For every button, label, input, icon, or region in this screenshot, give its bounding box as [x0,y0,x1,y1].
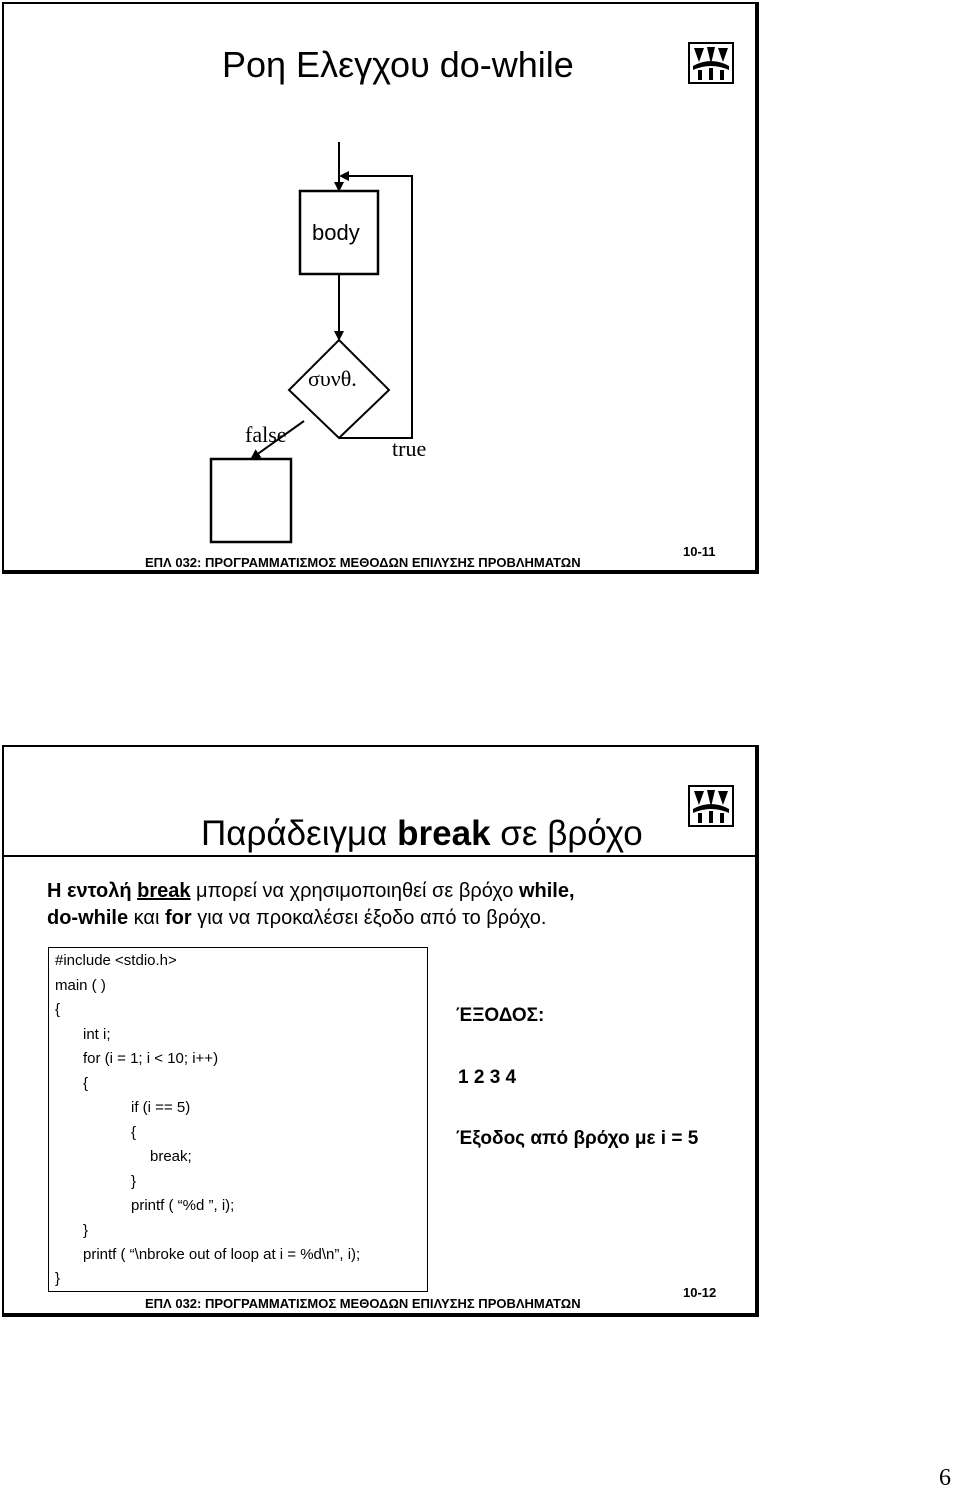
university-logo-icon [688,785,734,827]
title-bold: break [397,814,491,853]
code-line: } [83,1222,89,1239]
output-message: Έξοδος από βρόχο με i = 5 [456,1128,699,1149]
intro-text: Η εντολή [47,880,138,902]
intro-keyword-do-while: do-while [47,907,129,929]
exit-box [211,459,291,542]
intro-text: και [128,907,165,929]
slide-page-number: 10-12 [683,1285,717,1300]
intro-text: μπορεί να χρησιμοποιηθεί σε βρόχο [190,880,519,902]
true-label: true [392,436,427,461]
code-line: main ( ) [55,977,106,994]
intro-line-1 [47,878,575,905]
code-line: } [131,1173,137,1190]
sheet-page-number: 6 [939,1465,951,1491]
condition-label: συνθ. [308,366,357,391]
code-line: printf ( “\nbroke out of loop at i = %d\n”, i); [83,1246,361,1263]
code-line: if (i == 5) [131,1099,191,1116]
slide-footer: ΕΠΛ 032: ΠΡΟΓΡΑΜΜΑΤΙΣΜΟΣ ΜΕΘΟΔΩΝ ΕΠΙΛΥΣΗΣ ΠΡΟΒΛΗΜΑΤΩΝ [145,555,581,570]
intro-text: για να προκαλέσει έξοδο από το βρόχο. [191,907,547,929]
code-line: { [131,1124,137,1141]
slide-title [201,814,643,854]
title-post: σε βρόχο [490,814,643,853]
title-pre: Παράδειγμα [201,814,398,853]
slide-page-number: 10-11 [683,544,716,559]
intro-line-2 [47,905,546,932]
intro-keyword-for: for [164,907,192,929]
code-line: } [55,1270,61,1287]
slide-footer: ΕΠΛ 032: ΠΡΟΓΡΑΜΜΑΤΙΣΜΟΣ ΜΕΘΟΔΩΝ ΕΠΙΛΥΣΗΣ ΠΡΟΒΛΗΜΑΤΩΝ [145,1296,581,1311]
code-line: #include <stdio.h> [55,952,177,969]
false-label: false [245,422,287,447]
intro-keyword-while: while, [518,880,575,902]
slide-title: Ροη Ελεγχου do-while [222,44,574,85]
intro-keyword-break: break [137,880,191,902]
code-line: int i; [83,1026,111,1043]
body-label: body [312,220,360,245]
code-line: for (i = 1; i < 10; i++) [83,1050,219,1067]
code-line: printf ( “%d ”, i); [131,1197,235,1214]
output-values: 1 2 3 4 [458,1067,517,1088]
title-divider [4,855,757,857]
slide-10-12 [2,745,759,1317]
do-while-flowchart [4,4,761,576]
output-heading: ΈΞΟΔΟΣ: [456,1005,545,1026]
slide-10-11 [2,2,759,574]
code-listing [48,947,428,1292]
code-line: { [55,1001,61,1018]
code-line: { [83,1075,89,1092]
code-line: break; [150,1148,192,1165]
